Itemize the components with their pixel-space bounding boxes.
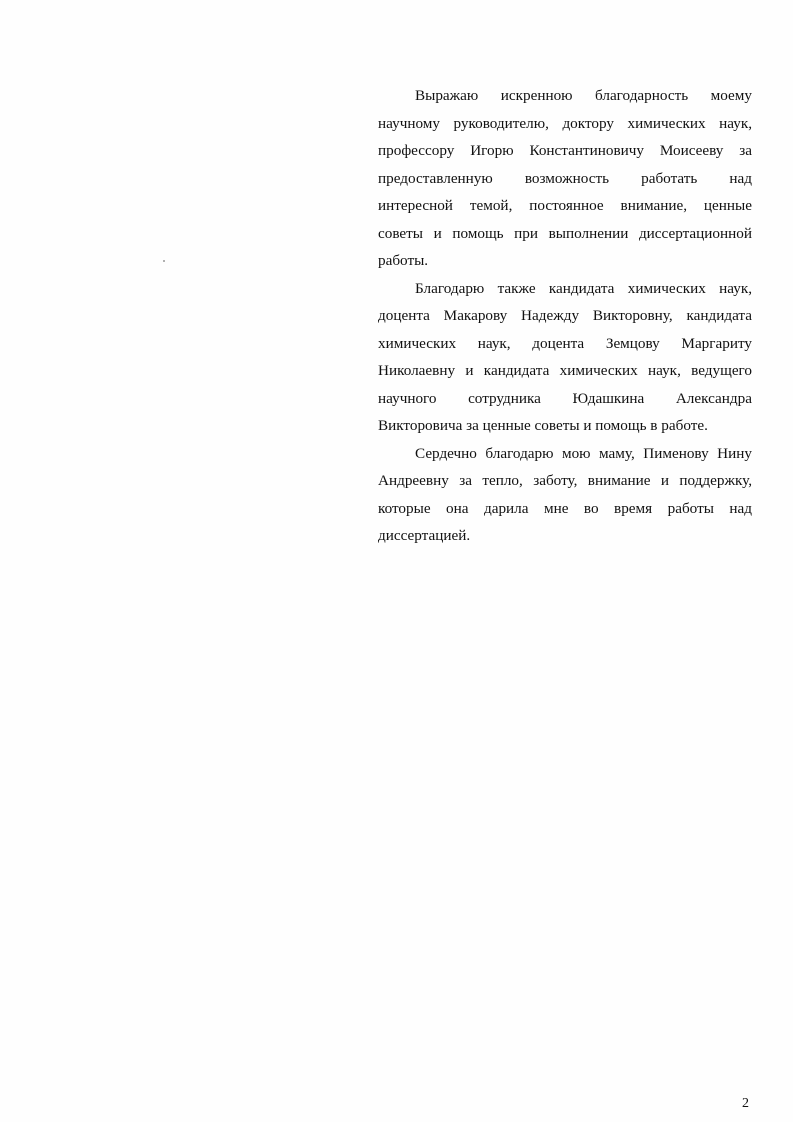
text-line: Викторовича за ценные советы и помощь в работе. [378,417,708,434]
paragraph-family [378,440,752,550]
text-line: Сердечно благодарю мою маму, Пименову Нину [415,444,752,462]
text-line: интересной темой, постоянное внимание, ценные [378,197,752,214]
text-line: научному руководителю, доктору химических наук, [378,114,752,132]
text-line: работы. [378,252,429,269]
text-line: химических наук, доцента Земцову Маргариту [378,334,752,352]
scan-speck [163,260,165,262]
text-line: Николаевну и кандидата химических наук, ведущего [378,362,752,379]
page-number: 2 [742,1096,749,1111]
text-line: профессору Игорю Константиновичу Моисееву за [378,142,752,159]
text-line: предоставленную возможность работать над [378,169,752,187]
text-line: диссертацией. [378,527,471,544]
text-line: Андреевну за тепло, заботу, внимание и поддержку, [378,472,752,489]
text-line: Благодарю также кандидата химических наук, [415,279,752,297]
text-line: Выражаю искренною благодарность моему [415,87,752,104]
paragraph-supervisor [378,82,752,275]
text-line: которые она дарила мне во время работы над [378,499,752,517]
text-line: научного сотрудника Юдашкина Александра [378,389,752,407]
text-line: доцента Макарову Надежду Викторовну, кандидата [378,307,752,324]
acknowledgements-text [378,82,752,550]
text-line: советы и помощь при выполнении диссертационной [378,224,752,242]
paragraph-colleagues [378,275,752,440]
